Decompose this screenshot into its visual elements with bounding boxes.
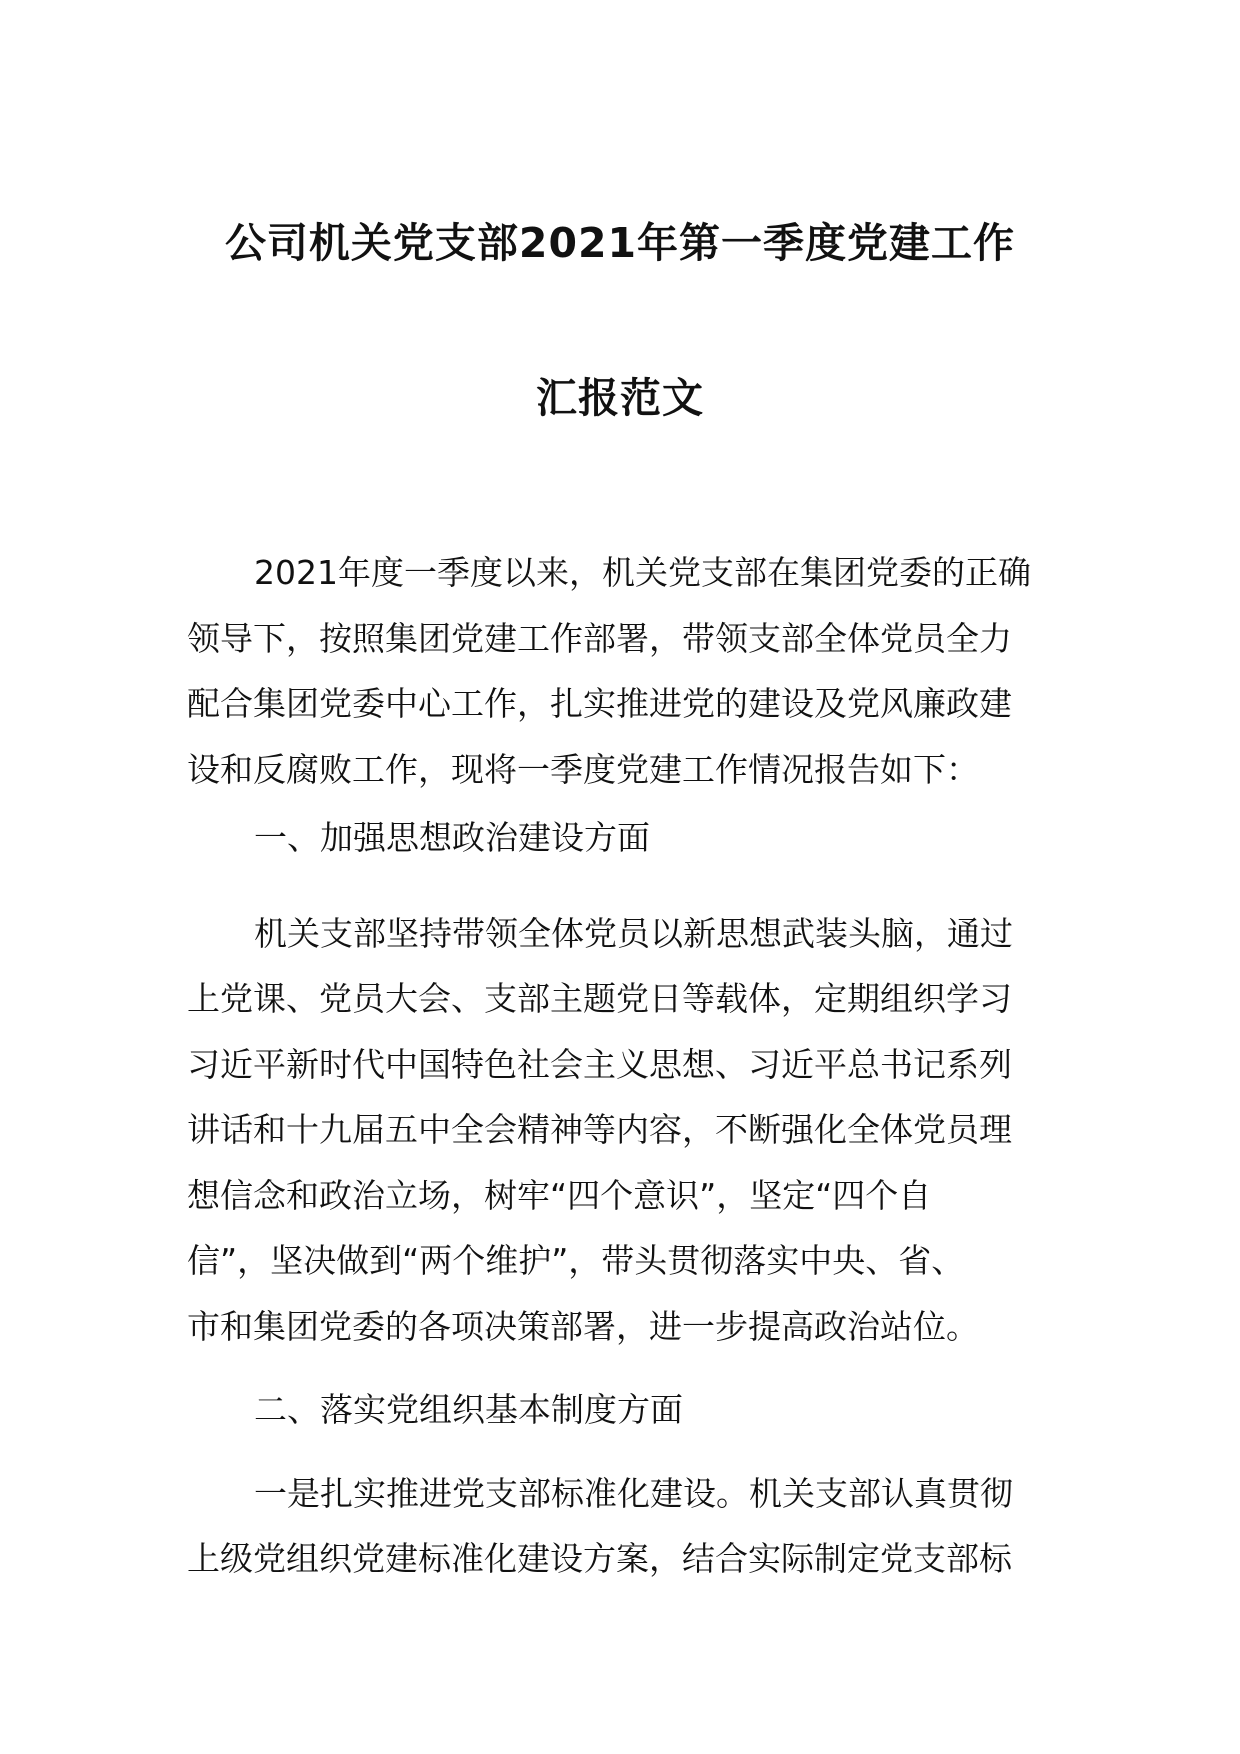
document-title-line-2: 汇报范文 (536, 374, 704, 422)
paragraph-line: 讲话和十九届五中全会精神等内容，不断强化全体党员理 (187, 1110, 1012, 1149)
paragraph-line: 市和集团党委的各项决策部署，进一步提高政治站位。 (187, 1307, 979, 1346)
paragraph-line: 机关支部坚持带领全体党员以新思想武装头脑，通过 (254, 914, 1013, 953)
paragraph-line: 上级党组织党建标准化建设方案，结合实际制定党支部标 (187, 1539, 1012, 1578)
section-heading: 二、落实党组织基本制度方面 (254, 1390, 683, 1429)
section-heading: 一、加强思想政治建设方面 (254, 818, 650, 857)
paragraph-line: 一是扎实推进党支部标准化建设。机关支部认真贯彻 (254, 1474, 1013, 1513)
paragraph-line: 信”，坚决做到“两个维护”，带头贯彻落实中央、省、 (187, 1241, 965, 1280)
paragraph-line: 想信念和政治立场，树牢“四个意识”，坚定“四个自 (187, 1176, 932, 1215)
paragraph-line: 领导下，按照集团党建工作部署，带领支部全体党员全力 (187, 619, 1012, 658)
paragraph-line: 习近平新时代中国特色社会主义思想、习近平总书记系列 (187, 1045, 1012, 1084)
document-title-line-1: 公司机关党支部2021年第一季度党建工作 (224, 219, 1016, 267)
paragraph-line: 配合集团党委中心工作，扎实推进党的建设及党风廉政建 (187, 684, 1012, 723)
paragraph-line: 上党课、党员大会、支部主题党日等载体，定期组织学习 (187, 979, 1012, 1018)
paragraph-line: 设和反腐败工作，现将一季度党建工作情况报告如下： (187, 750, 979, 789)
paragraph-line: 2021年度一季度以来，机关党支部在集团党委的正确 (254, 553, 1031, 592)
